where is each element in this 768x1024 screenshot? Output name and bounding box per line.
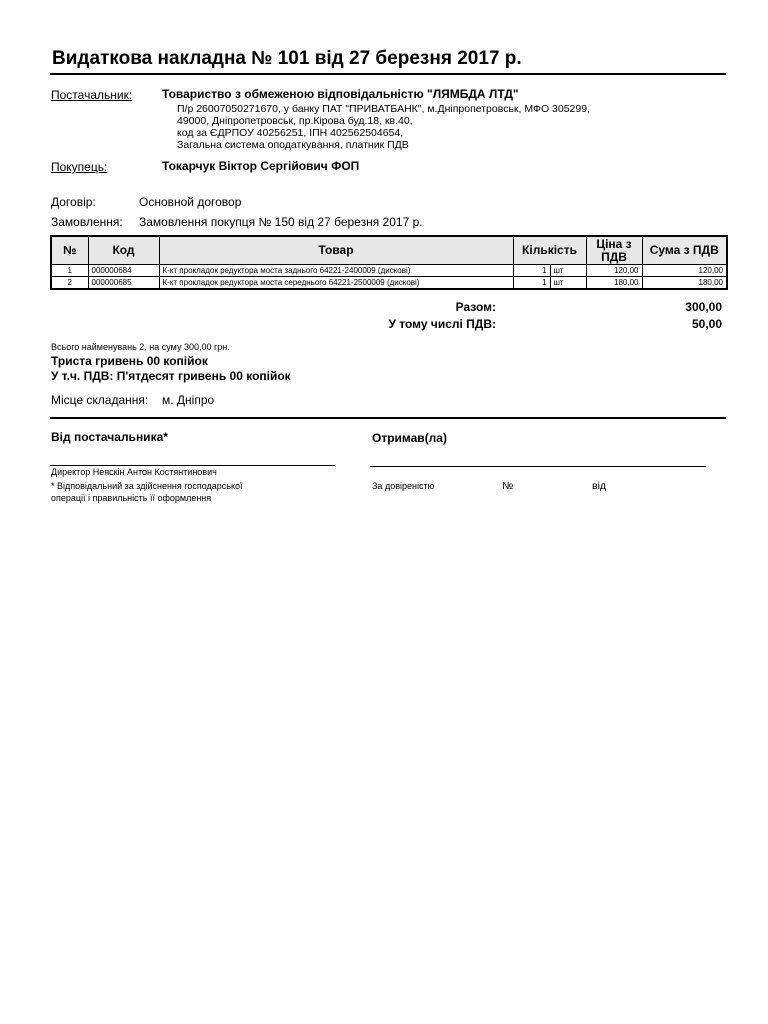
total-label: Разом: [455,300,496,314]
supplier-signature-line [50,465,335,466]
header-sum: Сума з ПДВ [642,236,727,265]
row-sum: 180,00 [642,277,727,290]
row-qty: 1 [513,277,550,290]
vat-label: У тому числі ПДВ: [388,317,496,331]
signature-divider [50,417,726,419]
place-label: Місце складання: [51,393,149,407]
place-value: м. Дніпро [162,393,215,407]
supplier-label: Постачальник: [51,88,133,102]
supplier-codes: код за ЄДРПОУ 40256251, ІПН 402562504654, [177,127,404,139]
row-code: 000000685 [88,277,159,290]
row-code: 000000684 [88,265,159,277]
table-header-row [51,236,727,265]
received-label: Отримав(ла) [372,431,447,445]
row-qty: 1 [513,265,550,277]
table-row [51,277,727,290]
proxy-label: За довіреністю [372,481,435,491]
amount-in-words: Триста гривень 00 копійок [51,354,208,368]
header-qty: Кількість [513,236,586,265]
row-sum: 120,00 [642,265,727,277]
buyer-name: Токарчук Віктор Сергійович ФОП [162,159,360,173]
row-price: 180,00 [586,277,642,290]
from-supplier-label: Від постачальника* [51,430,168,444]
responsibility-note-line1: * Відповідальний за здійснення господарської [51,481,243,491]
document-title: Видаткова накладна № 101 від 27 березня 2017 р. [52,48,522,69]
order-value: Замовлення покупця № 150 від 27 березня 2017 р. [139,215,423,229]
supplier-name: Товариство з обмеженою відповідальністю "ЛЯМБДА ЛТД" [162,87,519,101]
proxy-date-label: від [592,480,607,492]
responsibility-note-line2: операції і правильність її оформлення [51,493,212,503]
row-num: 2 [51,277,88,290]
order-label: Замовлення: [51,215,123,229]
total-value: 300,00 [685,300,722,314]
supplier-tax: Загальна система оподаткування, платник ПДВ [177,139,409,151]
contract-label: Договір: [51,195,96,209]
header-code: Код [88,236,159,265]
row-item: К-кт прокладок редуктора моста середнього 64221-2500009 (дискові) [159,277,513,290]
vat-in-words: У т.ч. ПДВ: П'ятдесят гривень 00 копійок [51,369,291,383]
header-item: Товар [159,236,513,265]
director-name: Директор Неяскін Антон Костянтинович [51,467,217,477]
row-price: 120,00 [586,265,642,277]
title-divider [50,73,726,75]
proxy-number-label: № [502,480,514,492]
items-table [50,235,728,290]
row-num: 1 [51,265,88,277]
vat-value: 50,00 [691,317,722,331]
items-count-line: Всього найменувань 2, на суму 300,00 грн. [51,342,230,352]
contract-value: Основной договор [139,195,242,209]
receiver-signature-line [370,466,706,467]
supplier-address: 49000, Дніпропетровськ, пр.Кірова буд.18, кв.40, [177,115,413,127]
row-unit: шт [550,277,586,290]
header-price: Ціна з ПДВ [586,236,642,265]
table-row [51,265,727,277]
header-num: № [51,236,88,265]
supplier-bank: П/р 26007050271670, у банку ПАТ "ПРИВАТБАНК", м.Дніпропетровськ, МФО 305299, [177,103,590,115]
row-item: К-кт прокладок редуктора моста заднього 64221-2400009 (дискові) [159,265,513,277]
row-unit: шт [550,265,586,277]
buyer-label: Покупець: [51,160,108,174]
